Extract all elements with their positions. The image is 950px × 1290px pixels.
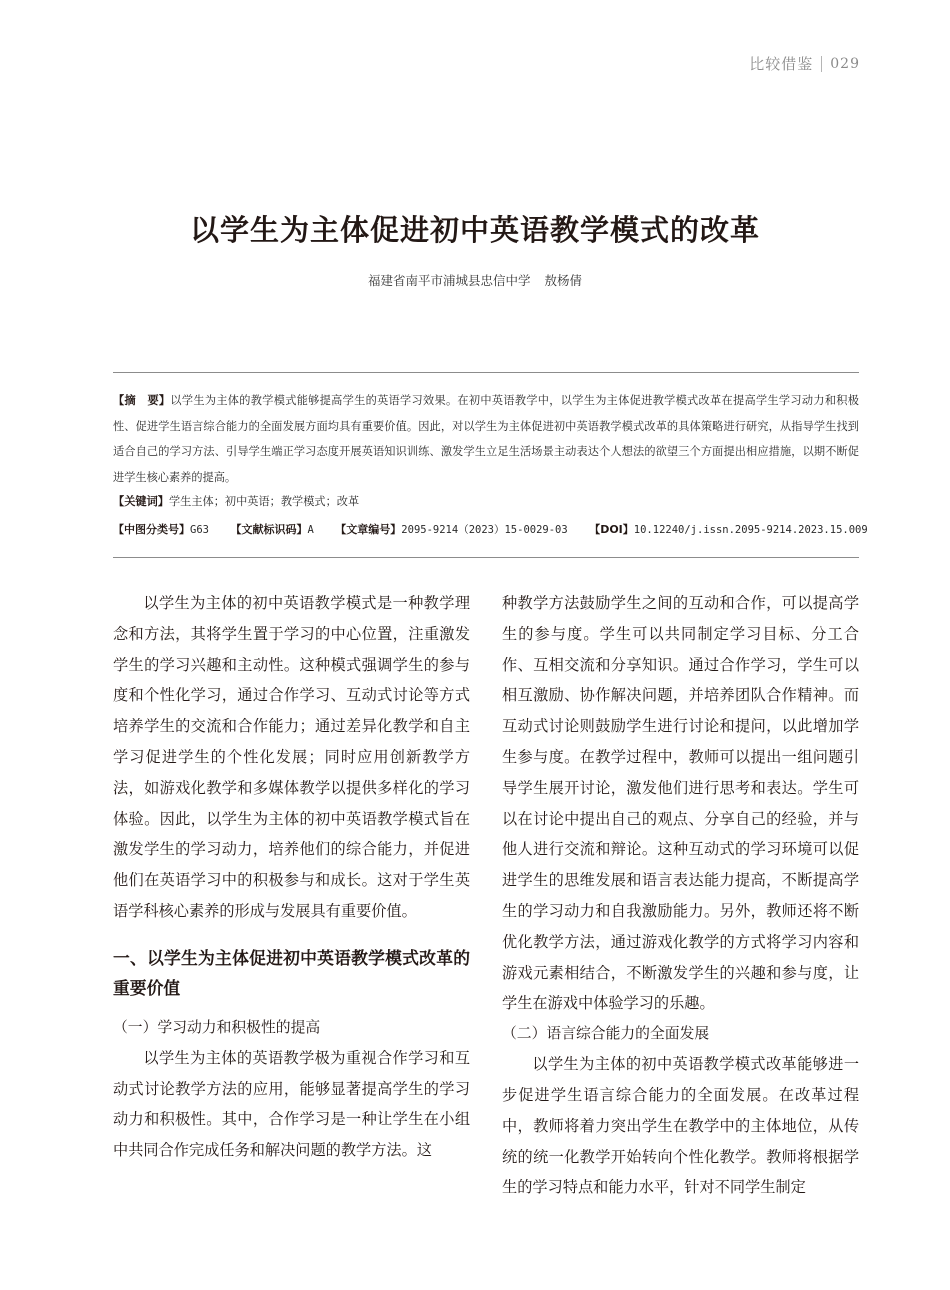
left-column — [113, 588, 470, 1166]
page-number: 029 — [830, 55, 860, 72]
abstract — [113, 388, 859, 490]
section-heading-1: 一、以学生为主体促进初中英语教学模式改革的重要价值 — [113, 947, 470, 998]
doi-value: 10.12240/j.issn.2095-9214.2023.15.009 — [633, 524, 868, 536]
doc-code-value: A — [307, 524, 314, 536]
intro-paragraph: 以学生为主体的初中英语教学模式是一种教学理念和方法，其将学生置于学习的中心位置，注重激发学生的学习兴趣和主动性。这种模式强调学生的参与度和个性化学习，通过合作学习、互动式讨论等方式培养学生的交流和合作能力；通过差异化教学和自主学习促进学生的个性化发展；同时应用创新教学方法，如游戏化教学和多媒体教学以提供多样化的学习体验。因此，以学生为主体的初中英语教学模式旨在激发学生的学习动力，培养他们的综合能力，并促进他们在英语学习中的积极参与和成长。这对于学生英语学科核心素养的形成与发展具有重要价值。 — [113, 594, 470, 920]
article-number-value: 2095-9214（2023）15-0029-03 — [401, 524, 568, 536]
keywords — [113, 489, 859, 514]
abstract-label: 【摘 要】 — [113, 394, 171, 407]
author-name: 敖杨倩 — [544, 273, 583, 288]
doc-code-label: 【文献标识码】 — [230, 523, 308, 536]
subsection-1-paragraph: 以学生为主体的英语教学极为重视合作学习和互动式讨论教学方法的应用，能够显著提高学生的学习动力和积极性。其中，合作学习是一种让学生在小组中共同合作完成任务和解决问题的教学方法。这 — [113, 1048, 470, 1160]
affiliation: 福建省南平市浦城县忠信中学 — [367, 273, 531, 288]
subsection-2-paragraph: 以学生为主体的初中英语教学模式改革能够进一步促进学生语言综合能力的全面发展。在改革过程中，教师将着力突出学生在教学中的主体地位，从传统的统一化教学开始转向个性化教学。教师将根据学生的学习特点和能力水平，针对不同学生制定 — [502, 1055, 859, 1197]
subsection-heading-1: （一）学习动力和积极性的提高 — [113, 1018, 321, 1036]
running-head-divider — [821, 56, 822, 72]
doi-label: 【DOI】 — [589, 523, 634, 536]
byline — [0, 271, 950, 289]
continued-paragraph: 种教学方法鼓励学生之间的互动和合作，可以提高学生的参与度。学生可以共同制定学习目标、分工合作、互相交流和分享知识。通过合作学习，学生可以相互激励、协作解决问题，并培养团队合作精神。而互动式讨论则鼓励学生进行讨论和提问，以此增加学生参与度。在教学过程中，教师可以提出一组问题引导学生展开讨论，激发他们进行思考和表达。学生可以在讨论中提出自己的观点、分享自己的经验，并与他人进行交流和辩论。这种互动式的学习环境可以促进学生的思维发展和语言表达能力提高，不断提高学生的学习动力和自我激励能力。另外，教师还将不断优化教学方法，通过游戏化教学的方式将学习内容和游戏元素相结合，不断激发学生的兴趣和参与度，让学生在游戏中体验学习的乐趣。 — [502, 594, 859, 1013]
keywords-text: 学生主体；初中英语；教学模式；改革 — [168, 495, 360, 508]
running-head-section: 比较借鉴 — [749, 55, 814, 73]
article-number-label: 【文章编号】 — [335, 523, 402, 536]
running-head — [749, 53, 860, 74]
top-divider — [113, 372, 859, 373]
subsection-heading-2: （二）语言综合能力的全面发展 — [502, 1025, 710, 1043]
article-metadata — [113, 517, 873, 543]
article-title: 以学生为主体促进初中英语教学模式的改革 — [189, 213, 760, 247]
clc-value: G63 — [190, 524, 209, 536]
keywords-label: 【关键词】 — [113, 495, 169, 508]
clc-label: 【中图分类号】 — [113, 523, 190, 536]
bottom-divider — [113, 557, 859, 558]
abstract-text: 以学生为主体的教学模式能够提高学生的英语学习效果。在初中英语教学中，以学生为主体促进教学模式改革在提高学生学习动力和积极性、促进学生语言综合能力的全面发展方面均具有重要价值。因此，对以学生为主体促进初中英语教学模式改革的具体策略进行研究，从指导学生找到适合自己的学习方法、引导学生端正学习态度开展英语知识训练、激发学生立足生活场景主动表达个人想法的欲望三个方面提出相应措施，以期不断促进学生核心素养的提高。 — [113, 394, 859, 484]
right-column — [502, 588, 859, 1203]
